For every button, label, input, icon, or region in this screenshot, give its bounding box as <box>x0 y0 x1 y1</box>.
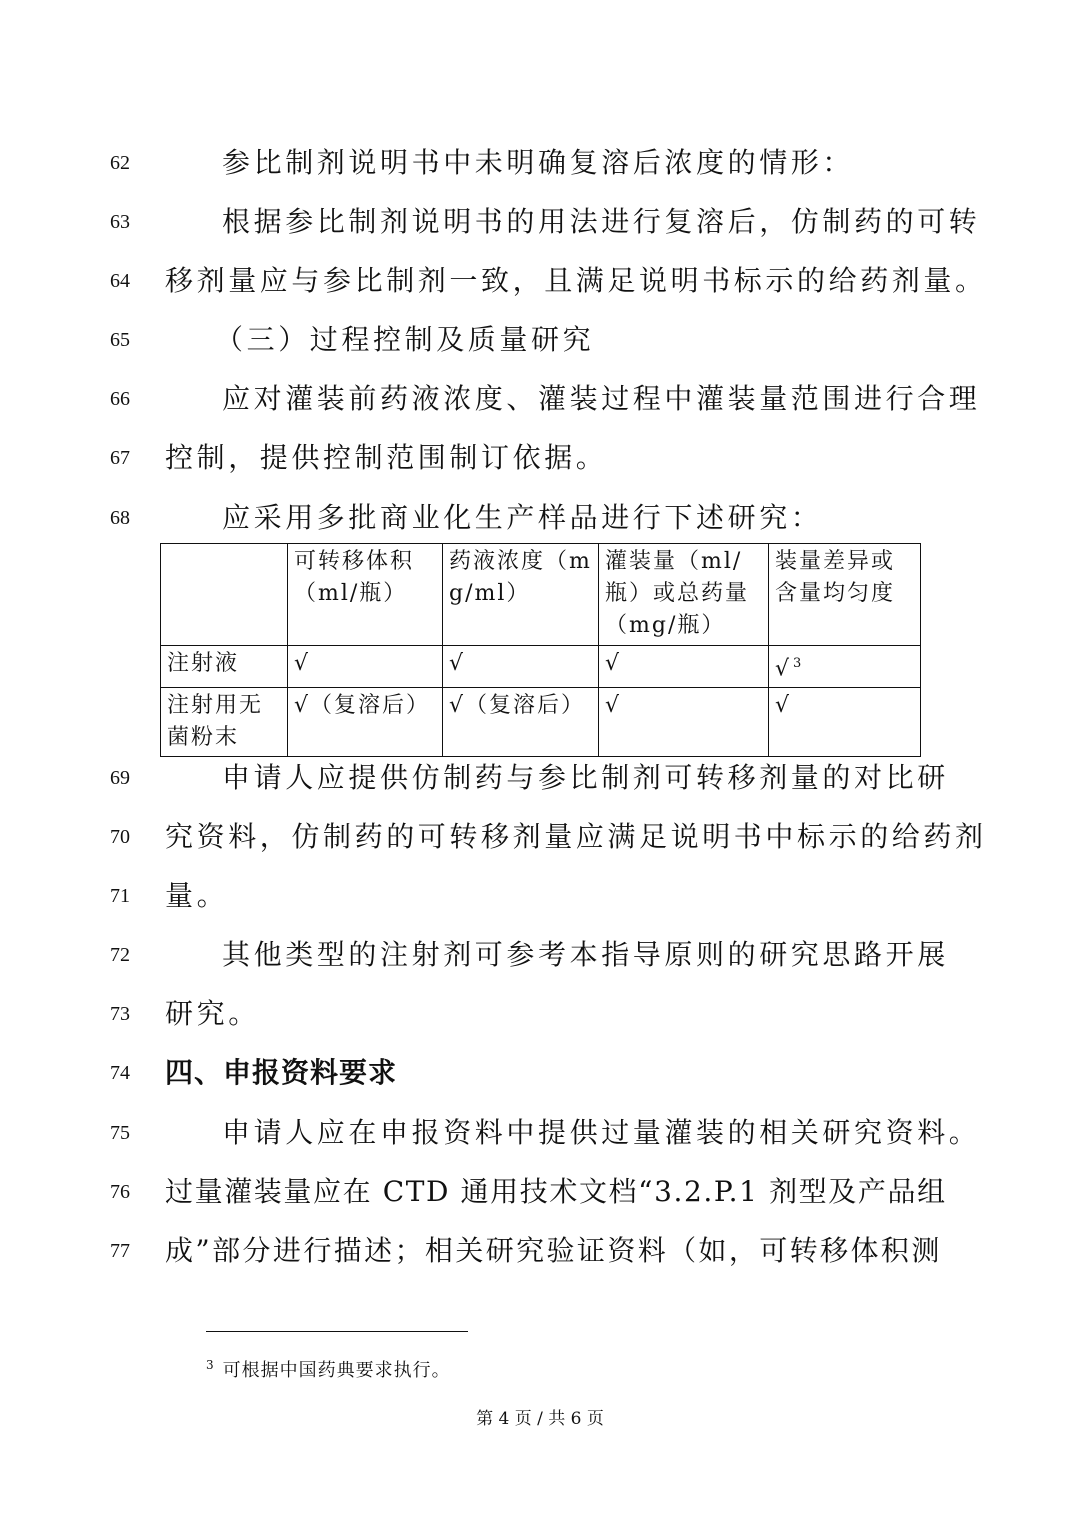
footnote-mark: 3 <box>206 1358 215 1372</box>
line-number: 69 <box>110 767 130 789</box>
line-text: 应对灌装前药液浓度、灌装过程中灌装量范围进行合理 <box>222 382 981 415</box>
line-number: 68 <box>110 507 130 529</box>
line-76 <box>0 1162 1080 1222</box>
line-72 <box>0 925 1080 985</box>
line-text: 应采用多批商业化生产样品进行下述研究： <box>222 501 823 534</box>
line-number: 63 <box>110 211 130 233</box>
table-cell: √（复溶后） <box>443 688 599 757</box>
line-number: 75 <box>110 1122 130 1144</box>
line-text: 过量灌装量应在 CTD 通用技术文档“3.2.P.1 剂型及产品组 <box>165 1175 947 1208</box>
table-header-cell <box>161 544 288 646</box>
line-text: 申请人应在申报资料中提供过量灌装的相关研究资料。 <box>222 1116 981 1149</box>
table-header-cell: 灌装量（ml/瓶）或总药量（mg/瓶） <box>599 544 769 646</box>
line-65 <box>0 310 1080 370</box>
line-70 <box>0 807 1080 867</box>
table-cell: √ <box>443 646 599 688</box>
line-number: 70 <box>110 826 130 848</box>
line-number: 72 <box>110 944 130 966</box>
line-71 <box>0 866 1080 926</box>
table-cell: √ <box>288 646 443 688</box>
table-cell: √（复溶后） <box>288 688 443 757</box>
line-66 <box>0 369 1080 429</box>
line-text: 研究。 <box>165 997 260 1030</box>
line-number: 73 <box>110 1003 130 1025</box>
line-text: 参比制剂说明书中未明确复溶后浓度的情形： <box>222 146 855 179</box>
line-73 <box>0 984 1080 1044</box>
line-number: 62 <box>110 152 130 174</box>
section-heading: 四、申报资料要求 <box>165 1056 398 1089</box>
table-cell: √ <box>599 646 769 688</box>
line-77 <box>0 1221 1080 1281</box>
footnote-text: 可根据中国药典要求执行。 <box>222 1360 451 1381</box>
table-cell: √ <box>769 688 921 757</box>
line-number: 71 <box>110 885 130 907</box>
footnote <box>206 1356 451 1382</box>
line-number: 65 <box>110 329 130 351</box>
line-number: 76 <box>110 1181 130 1203</box>
line-text: 究资料，仿制药的可转移剂量应满足说明书中标示的给药剂 <box>165 820 987 853</box>
line-text: 其他类型的注射剂可参考本指导原则的研究思路开展 <box>222 938 949 971</box>
table-header-cell: 药液浓度（mg/ml） <box>443 544 599 646</box>
table-header-cell: 装量差异或含量均匀度 <box>769 544 921 646</box>
line-text: 根据参比制剂说明书的用法进行复溶后，仿制药的可转 <box>222 205 981 238</box>
page-number: 第 4 页 / 共 6 页 <box>476 1409 604 1429</box>
line-67 <box>0 428 1080 488</box>
line-number: 64 <box>110 270 130 292</box>
check-mark: √ <box>775 656 792 682</box>
line-68 <box>0 488 1080 548</box>
section-heading: （三）过程控制及质量研究 <box>215 323 595 356</box>
table-cell: 注射液 <box>161 646 288 688</box>
table-row <box>161 688 921 757</box>
line-62 <box>0 133 1080 193</box>
line-number: 67 <box>110 447 130 469</box>
line-text: 申请人应提供仿制药与参比制剂可转移剂量的对比研 <box>222 761 949 794</box>
table-cell <box>769 646 921 688</box>
line-number: 77 <box>110 1240 130 1262</box>
line-text: 成”部分进行描述；相关研究验证资料（如，可转移体积测 <box>165 1234 942 1267</box>
line-75 <box>0 1103 1080 1163</box>
footnote-divider <box>206 1331 468 1332</box>
table-header-row <box>161 544 921 646</box>
line-69 <box>0 748 1080 808</box>
footnote-ref: 3 <box>793 656 804 671</box>
line-64 <box>0 251 1080 311</box>
line-text: 移剂量应与参比制剂一致，且满足说明书标示的给药剂量。 <box>165 264 987 297</box>
table-cell: √ <box>599 688 769 757</box>
table-header-cell: 可转移体积（ml/瓶） <box>288 544 443 646</box>
line-74 <box>0 1043 1080 1103</box>
table-row <box>161 646 921 688</box>
table-cell: 注射用无菌粉末 <box>161 688 288 757</box>
line-number: 66 <box>110 388 130 410</box>
line-number: 74 <box>110 1062 130 1084</box>
study-table <box>160 543 921 757</box>
line-text: 量。 <box>165 879 229 912</box>
line-63 <box>0 192 1080 252</box>
line-text: 控制，提供控制范围制订依据。 <box>165 441 608 474</box>
